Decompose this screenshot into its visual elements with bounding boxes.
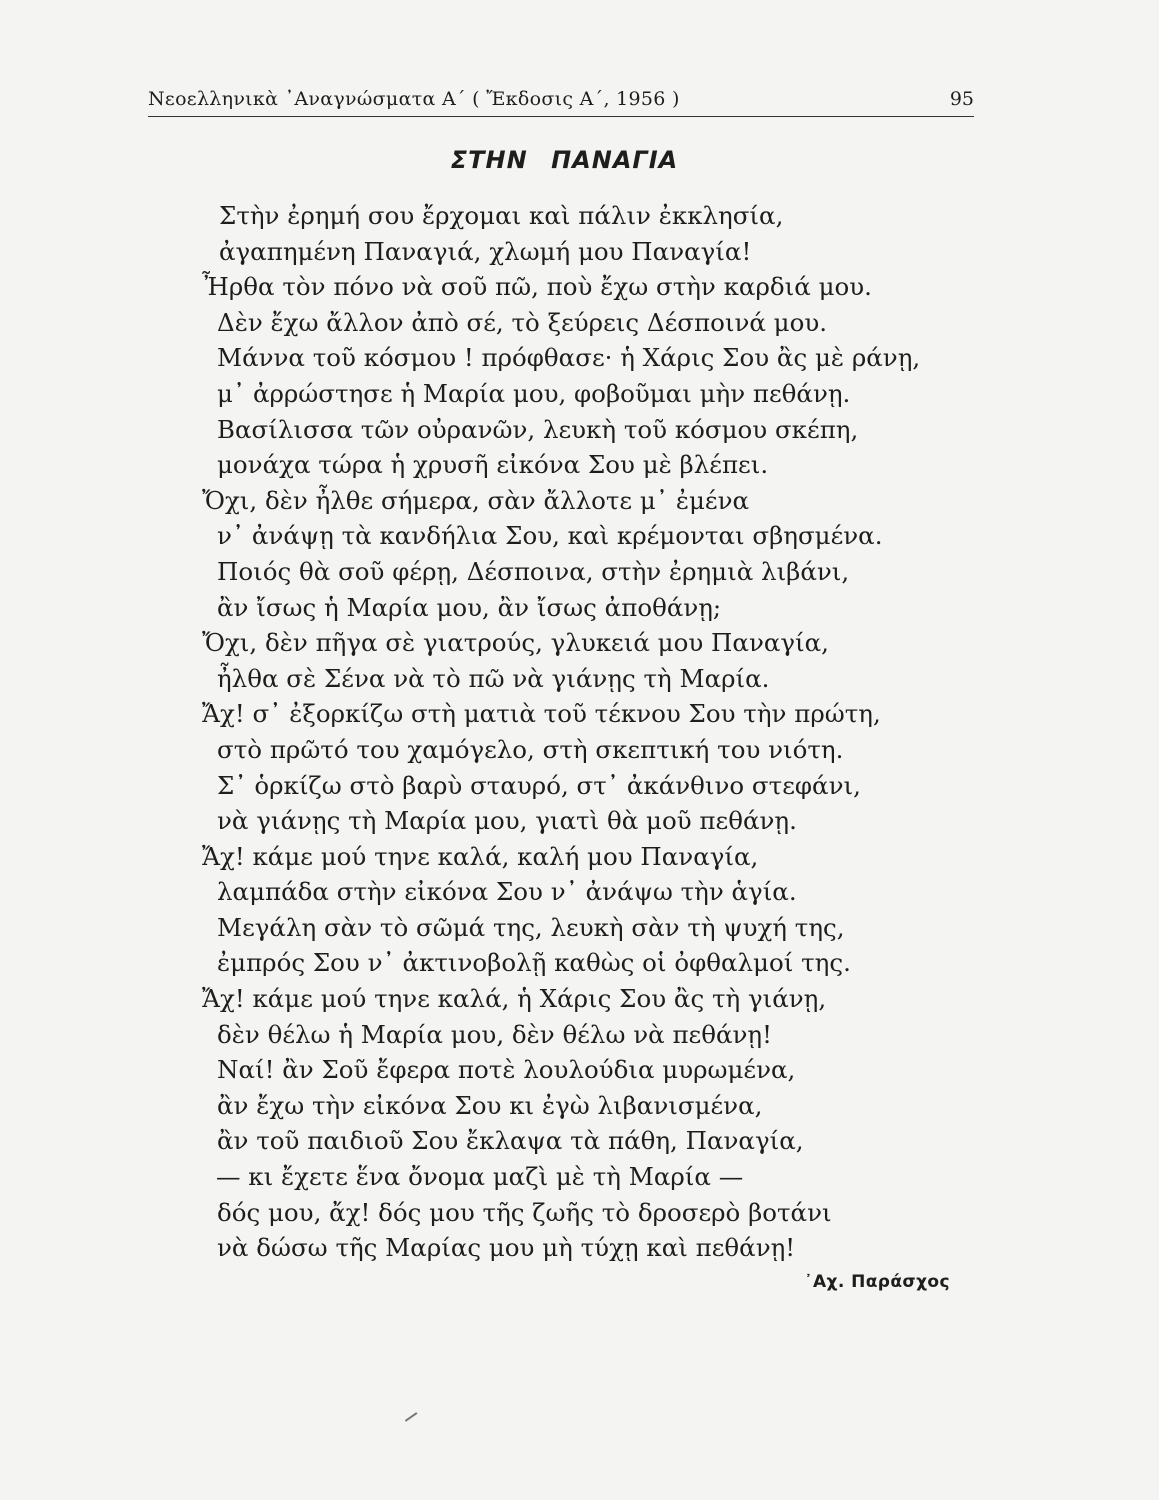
poem-line: — κι ἔχετε ἕνα ὄνομα μαζὶ μὲ τὴ Μαρία — — [216, 1162, 744, 1192]
poem-line: ἂν ἔχω τὴν εἰκόνα Σου κι ἐγὼ λιβανισμένα, — [217, 1090, 763, 1120]
poem-line: Ὄχι, δὲν ἦλθε σήμερα, σὰν ἄλλοτε μ᾿ ἐμένα — [202, 485, 750, 515]
poem-line: Βασίλισσα τῶν οὐρανῶν, λευκὴ τοῦ κόσμου σκέπη, — [217, 414, 859, 444]
poem-line: Μάννα τοῦ κόσμου ! πρόφθασε· ἡ Χάρις Σου ἂς μὲ ράνῃ, — [217, 343, 921, 373]
running-header — [148, 88, 974, 117]
poem-line: Ποιός θὰ σοῦ φέρῃ, Δέσποινα, στὴν ἐρημιὰ λιβάνι, — [217, 556, 850, 586]
poem-line: Στὴν ἐρημή σου ἔρχομαι καὶ πάλιν ἐκκλησία, — [219, 201, 784, 230]
poem-line: ἐμπρός Σου ν᾿ ἀκτινοβολῇ καθὼς οἱ ὀφθαλμοί της. — [217, 948, 851, 978]
poem-line: δός μου, ἄχ! δός μου τῆς ζωῆς τὸ δροσερὸ βοτάνι — [217, 1197, 832, 1227]
poem-line: μονάχα τώρα ἡ χρυσῆ εἰκόνα Σου μὲ βλέπει. — [217, 450, 769, 480]
poem-line: Μεγάλη σὰν τὸ σῶμά της, λευκὴ σὰν τὴ ψυχή της, — [217, 912, 845, 942]
poem-line: Ἄχ! σ᾿ ἐξορκίζω στὴ ματιὰ τοῦ τέκνου Σου τὴν πρώτη, — [202, 699, 881, 729]
poem-line: μ᾿ ἀρρώστησε ἡ Μαρία μου, φοβοῦμαι μὴν πεθάνῃ. — [217, 378, 851, 408]
poem-line: λαμπάδα στὴν εἰκόνα Σου ν᾿ ἀνάψω τὴν ἁγία. — [217, 877, 797, 907]
poem-line: ἂν τοῦ παιδιοῦ Σου ἔκλαψα τὰ πάθη, Παναγία, — [217, 1126, 804, 1156]
poem-line: νὰ δώσω τῆς Μαρίας μου μὴ τύχῃ καὶ πεθάνῃ! — [217, 1233, 796, 1263]
poem-body — [200, 198, 1000, 1266]
poem-line: δὲν θέλω ἡ Μαρία μου, δὲν θέλω νὰ πεθάνῃ! — [217, 1019, 772, 1049]
poem-line: στὸ πρῶτό του χαμόγελο, στὴ σκεπτική του νιότη. — [217, 734, 844, 764]
poem-line: ἀγαπημένη Παναγιά, χλωμή μου Παναγία! — [219, 236, 752, 266]
poem-line: ἂν ἴσως ἡ Μαρία μου, ἂν ἴσως ἀποθάνῃ; — [217, 592, 722, 622]
poem-line: Ἦρθα τὸν πόνο νὰ σοῦ πῶ, ποὺ ἔχω στὴν καρδιά μου. — [202, 272, 872, 302]
poem-line: Ὄχι, δὲν πῆγα σὲ γιατρούς, γλυκειά μου Παναγία, — [202, 628, 829, 658]
poem-line: ν᾿ ἀνάψῃ τὰ κανδήλια Σου, καὶ κρέμονται σβησμένα. — [217, 521, 883, 551]
poem-author: ᾿Αχ. Παράσχος — [804, 1272, 950, 1292]
poem-line: Ἄχ! κάμε μού τηνε καλά, ἡ Χάρις Σου ἂς τὴ γιάνῃ, — [202, 984, 827, 1014]
poem-line: ἦλθα σὲ Σένα νὰ τὸ πῶ νὰ γιάνῃς τὴ Μαρία. — [217, 663, 770, 693]
poem-line: νὰ γιάνῃς τὴ Μαρία μου, γιατὶ θὰ μοῦ πεθάνῃ. — [217, 806, 797, 836]
page-number: 95 — [949, 88, 974, 110]
poem-line: Ἄχ! κάμε μού τηνε καλά, καλή μου Παναγία, — [202, 841, 759, 871]
poem-line: Ναί! ἂν Σοῦ ἔφερα ποτὲ λουλούδια μυρωμένα, — [217, 1055, 796, 1085]
poem-title: ΣΤΗΝ ΠΑΝΑΓΙΑ — [450, 146, 679, 174]
poem-line: Δὲν ἔχω ἄλλον ἀπὸ σέ, τὸ ξεύρεις Δέσποινά μου. — [217, 307, 828, 337]
running-title: Νεοελληνικὰ ᾿Αναγνώσματα Α΄ ( Ἔκδοσις Α΄, 1956 ) — [148, 88, 680, 110]
poem-line: Σ᾿ ὁρκίζω στὸ βαρὺ σταυρό, στ᾿ ἀκάνθινο στεφάνι, — [217, 770, 861, 800]
stray-pen-mark — [405, 1412, 417, 1421]
